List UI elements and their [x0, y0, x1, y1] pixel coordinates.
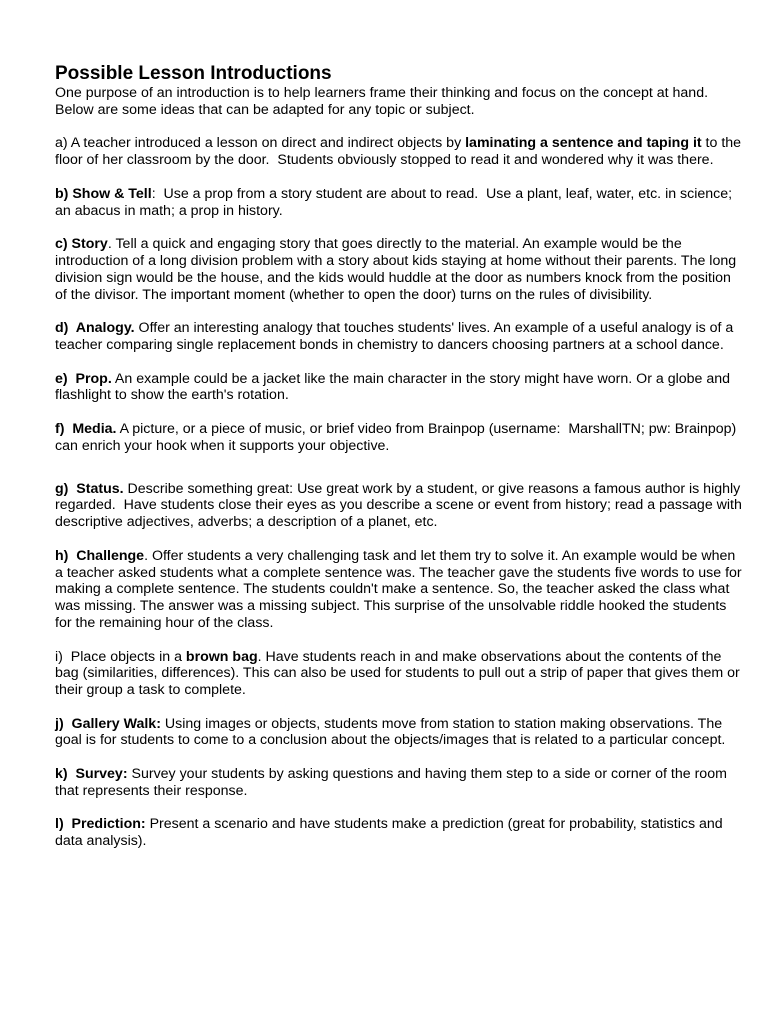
item-bold: d) Analogy. [55, 320, 135, 337]
item-l [55, 816, 745, 850]
item-k [55, 766, 745, 800]
item-c [55, 236, 745, 303]
item-bold: b) Show & Tell [55, 185, 152, 202]
item-text: to the floor of her classroom by the door. Students obviously stopped to read it and wondered why it was there. [55, 135, 746, 169]
item-e [55, 371, 745, 405]
item-text: . Have students reach in and make observations about the contents of the bag (similarities, differences). This can also be used for students to pull out a strip of paper that gives them or their group a task to complete. [55, 648, 744, 699]
item-bold: g) Status. [55, 480, 124, 497]
item-h [55, 548, 745, 632]
item-lead: i) Place objects in a [55, 648, 186, 665]
item-text: A picture, or a piece of music, or brief video from Brainpop (username: MarshallTN; pw: Brainpop) can enrich your hook when it supports your objective. [55, 420, 741, 454]
item-text: : Use a prop from a story student are about to read. Use a plant, leaf, water, etc. in science; an abacus in math; a prop in history. [55, 185, 737, 219]
item-bold: c) Story [55, 236, 108, 253]
item-g [55, 481, 745, 531]
item-text: . Offer students a very challenging task and let them try to solve it. An example would be when a teacher asked students what a complete sentence was. The teacher gave the students five words to use for making a complete sentence. The students couldn't make a sentence. So, the teacher asked the class what was missing. The answer was a missing subject. This surprise of the unsolvable riddle hooked the students for the remaining hour of the class. [55, 547, 746, 631]
item-bold: e) Prop. [55, 370, 112, 387]
item-text: Offer an interesting analogy that touches students' lives. An example of a useful analogy is of a teacher comparing single replacement bonds in chemistry to dancers choosing partners at a school dance. [55, 320, 738, 353]
item-text: An example could be a jacket like the main character in the story might have worn. Or a globe and flashlight to show the earth's rotation. [55, 370, 734, 404]
item-bold: laminating a sentence and taping it [465, 135, 702, 152]
item-bold: h) Challenge [55, 547, 145, 564]
item-a [55, 135, 745, 169]
intro-paragraph: One purpose of an introduction is to help learners frame their thinking and focus on the concept at hand. Below are some ideas that can be adapted for any topic or subject. [55, 85, 712, 118]
item-d [55, 320, 745, 354]
item-lead: a) A teacher introduced a lesson on direct and indirect objects by [55, 135, 466, 152]
item-text: Survey your students by asking questions and having them step to a side or corner of the room that represents their response. [55, 766, 731, 799]
item-i [55, 649, 745, 699]
item-f [55, 421, 745, 455]
item-bold: f) Media. [55, 420, 117, 437]
item-text: . Tell a quick and engaging story that goes directly to the material. An example would be the introduction of a long division problem with a story about kids staying at home without their parents. The long division sign would be the house, and the kids would huddle at the door as numbers knock from the position of the divisor. The important moment (whether to open the door) turns on the rules of divisibility. [55, 236, 741, 303]
document-page [55, 63, 745, 867]
item-text: Describe something great: Use great work by a student, or give reasons a famous author is highly regarded. Have students close their eyes as you describe a scene or event from history; read a passage with descriptive adjectives, adverbs; a description of a planet, etc. [55, 480, 746, 531]
item-text: Using images or objects, students move from station to station making observations. The goal is for students to come to a conclusion about the objects/images that is related to a particular concept. [55, 715, 727, 749]
item-bold: brown bag [185, 648, 258, 665]
item-bold: l) Prediction: [55, 816, 146, 833]
page-title: Possible Lesson Introductions [55, 63, 332, 84]
item-text: Present a scenario and have students make a prediction (great for probability, statistics and data analysis). [55, 816, 727, 850]
item-bold: k) Survey: [55, 766, 128, 783]
item-j [55, 716, 745, 750]
item-b [55, 186, 745, 220]
item-bold: j) Gallery Walk: [55, 715, 161, 732]
